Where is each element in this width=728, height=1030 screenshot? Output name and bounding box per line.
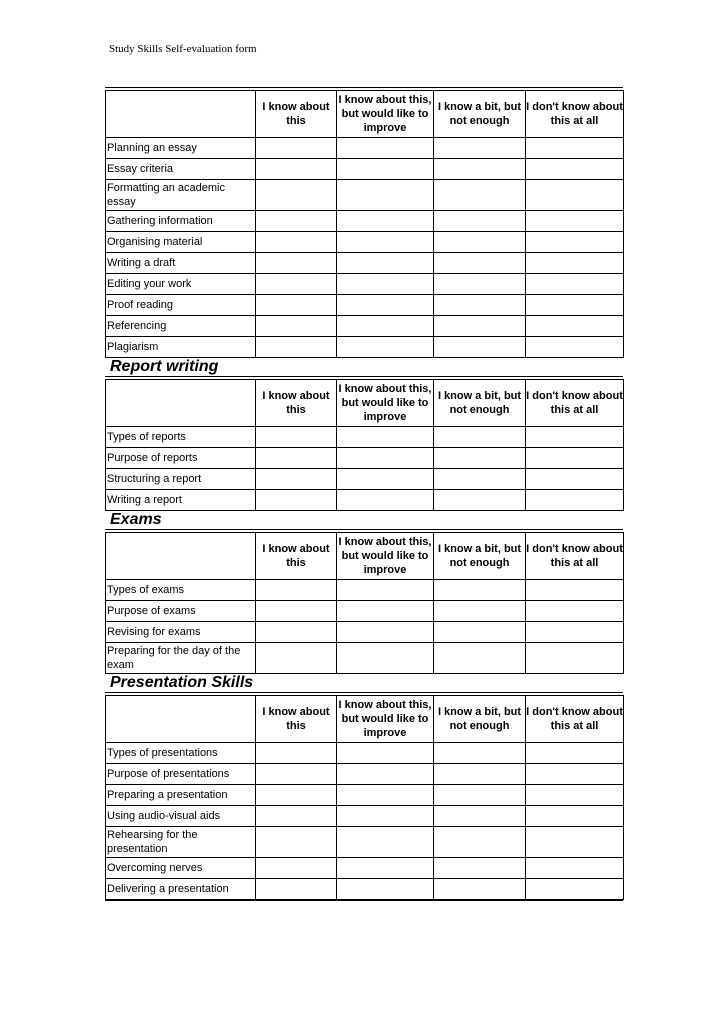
rating-cell[interactable] xyxy=(337,180,434,211)
column-header: I know a bit, but not enough xyxy=(434,91,526,138)
section-2 xyxy=(105,511,623,674)
rating-cell[interactable] xyxy=(526,622,624,643)
rating-cell[interactable] xyxy=(526,295,624,316)
rating-cell[interactable] xyxy=(256,253,337,274)
table-row xyxy=(106,295,624,316)
skill-label: Formatting an academic essay xyxy=(106,180,256,211)
table-row xyxy=(106,827,624,858)
rating-cell[interactable] xyxy=(256,469,337,490)
table-row xyxy=(106,211,624,232)
column-header: I know about this xyxy=(256,380,337,427)
rating-cell[interactable] xyxy=(256,274,337,295)
rating-cell[interactable] xyxy=(337,316,434,337)
skill-label: Delivering a presentation xyxy=(106,879,256,900)
rating-cell[interactable] xyxy=(256,316,337,337)
rating-cell[interactable] xyxy=(337,232,434,253)
table-row xyxy=(106,785,624,806)
rating-cell[interactable] xyxy=(434,764,526,785)
table-row xyxy=(106,274,624,295)
rating-cell[interactable] xyxy=(337,337,434,358)
rating-table xyxy=(105,90,624,358)
table-row xyxy=(106,232,624,253)
rating-cell[interactable] xyxy=(526,337,624,358)
section-1 xyxy=(105,358,623,511)
rating-cell[interactable] xyxy=(337,138,434,159)
rating-cell[interactable] xyxy=(337,490,434,511)
table-row xyxy=(106,159,624,180)
skill-label: Purpose of exams xyxy=(106,601,256,622)
rating-cell[interactable] xyxy=(526,211,624,232)
skill-label: Revising for exams xyxy=(106,622,256,643)
rating-cell[interactable] xyxy=(434,316,526,337)
rating-cell[interactable] xyxy=(337,580,434,601)
rating-cell[interactable] xyxy=(526,879,624,900)
rating-cell[interactable] xyxy=(256,785,337,806)
rating-cell[interactable] xyxy=(434,159,526,180)
rating-cell[interactable] xyxy=(256,427,337,448)
skill-label: Writing a report xyxy=(106,490,256,511)
rating-cell[interactable] xyxy=(526,448,624,469)
rating-cell[interactable] xyxy=(337,743,434,764)
skill-label: Planning an essay xyxy=(106,138,256,159)
rating-cell[interactable] xyxy=(526,785,624,806)
rating-cell[interactable] xyxy=(434,580,526,601)
rating-cell[interactable] xyxy=(337,622,434,643)
rating-cell[interactable] xyxy=(434,785,526,806)
rating-cell[interactable] xyxy=(337,211,434,232)
rating-cell[interactable] xyxy=(256,211,337,232)
section-heading: Report writing xyxy=(110,358,219,375)
rating-cell[interactable] xyxy=(434,743,526,764)
column-header: I don't know about this at all xyxy=(526,533,624,580)
skill-label: Structuring a report xyxy=(106,469,256,490)
rating-cell[interactable] xyxy=(256,764,337,785)
table-row xyxy=(106,253,624,274)
column-header: I know a bit, but not enough xyxy=(434,533,526,580)
rating-cell[interactable] xyxy=(434,601,526,622)
rating-cell[interactable] xyxy=(337,827,434,858)
rating-cell[interactable] xyxy=(256,337,337,358)
table-row xyxy=(106,743,624,764)
rating-table xyxy=(105,695,624,900)
rating-cell[interactable] xyxy=(434,858,526,879)
rating-cell[interactable] xyxy=(434,643,526,674)
table-row xyxy=(106,580,624,601)
blank-header-cell xyxy=(106,91,256,138)
rating-cell[interactable] xyxy=(434,180,526,211)
rating-cell[interactable] xyxy=(256,643,337,674)
rating-cell[interactable] xyxy=(337,858,434,879)
column-header: I know about this, but would like to improve xyxy=(337,533,434,580)
rating-cell[interactable] xyxy=(337,274,434,295)
rating-cell[interactable] xyxy=(526,180,624,211)
rating-cell[interactable] xyxy=(337,643,434,674)
rating-cell[interactable] xyxy=(434,337,526,358)
rating-cell[interactable] xyxy=(337,253,434,274)
rating-cell[interactable] xyxy=(434,448,526,469)
section-0 xyxy=(105,87,623,358)
rating-cell[interactable] xyxy=(526,469,624,490)
skill-label: Essay criteria xyxy=(106,159,256,180)
skill-label: Proof reading xyxy=(106,295,256,316)
rating-cell[interactable] xyxy=(434,295,526,316)
rating-cell[interactable] xyxy=(337,806,434,827)
rating-cell[interactable] xyxy=(256,448,337,469)
rating-cell[interactable] xyxy=(526,138,624,159)
rating-table xyxy=(105,379,624,511)
rating-cell[interactable] xyxy=(526,427,624,448)
table-row xyxy=(106,469,624,490)
rating-cell[interactable] xyxy=(337,469,434,490)
rating-cell[interactable] xyxy=(434,253,526,274)
rating-cell[interactable] xyxy=(526,806,624,827)
skill-label: Rehearsing for the presentation xyxy=(106,827,256,858)
rating-cell[interactable] xyxy=(526,316,624,337)
section-3 xyxy=(105,674,623,903)
column-header: I don't know about this at all xyxy=(526,380,624,427)
rating-cell[interactable] xyxy=(526,743,624,764)
rating-cell[interactable] xyxy=(337,879,434,900)
rating-cell[interactable] xyxy=(256,601,337,622)
rating-cell[interactable] xyxy=(526,253,624,274)
rating-cell[interactable] xyxy=(256,232,337,253)
table-row xyxy=(106,490,624,511)
skill-label: Using audio-visual aids xyxy=(106,806,256,827)
rating-cell[interactable] xyxy=(434,622,526,643)
rating-cell[interactable] xyxy=(337,785,434,806)
rating-cell[interactable] xyxy=(434,274,526,295)
table-row xyxy=(106,622,624,643)
column-header: I know about this xyxy=(256,696,337,743)
rating-cell[interactable] xyxy=(434,232,526,253)
column-header: I know about this, but would like to improve xyxy=(337,696,434,743)
rating-cell[interactable] xyxy=(256,827,337,858)
table-row xyxy=(106,138,624,159)
skill-label: Preparing for the day of the exam xyxy=(106,643,256,674)
rating-cell[interactable] xyxy=(526,827,624,858)
table-row xyxy=(106,180,624,211)
rating-cell[interactable] xyxy=(526,858,624,879)
rating-cell[interactable] xyxy=(434,427,526,448)
rating-cell[interactable] xyxy=(256,138,337,159)
rating-cell[interactable] xyxy=(526,159,624,180)
rating-cell[interactable] xyxy=(256,490,337,511)
rating-cell[interactable] xyxy=(434,138,526,159)
column-header: I don't know about this at all xyxy=(526,91,624,138)
skill-label: Types of reports xyxy=(106,427,256,448)
rating-cell[interactable] xyxy=(256,295,337,316)
blank-header-cell xyxy=(106,533,256,580)
rating-cell[interactable] xyxy=(256,806,337,827)
rating-cell[interactable] xyxy=(526,580,624,601)
rating-cell[interactable] xyxy=(526,643,624,674)
rating-cell[interactable] xyxy=(434,879,526,900)
rating-cell[interactable] xyxy=(526,274,624,295)
rating-cell[interactable] xyxy=(256,879,337,900)
table-row xyxy=(106,316,624,337)
table-row xyxy=(106,448,624,469)
skill-label: Referencing xyxy=(106,316,256,337)
rating-cell[interactable] xyxy=(526,232,624,253)
column-header: I don't know about this at all xyxy=(526,696,624,743)
rating-cell[interactable] xyxy=(337,601,434,622)
skill-label: Types of exams xyxy=(106,580,256,601)
rating-cell[interactable] xyxy=(526,601,624,622)
rating-cell[interactable] xyxy=(337,448,434,469)
column-header: I know about this xyxy=(256,533,337,580)
skill-label: Purpose of presentations xyxy=(106,764,256,785)
rating-cell[interactable] xyxy=(337,764,434,785)
table-row xyxy=(106,427,624,448)
table-row xyxy=(106,806,624,827)
rating-cell[interactable] xyxy=(526,490,624,511)
rating-cell[interactable] xyxy=(434,490,526,511)
table-row xyxy=(106,601,624,622)
skill-label: Editing your work xyxy=(106,274,256,295)
column-header: I know about this, but would like to improve xyxy=(337,91,434,138)
rating-cell[interactable] xyxy=(256,743,337,764)
rating-cell[interactable] xyxy=(434,211,526,232)
rating-cell[interactable] xyxy=(526,764,624,785)
table-row xyxy=(106,337,624,358)
skill-label: Preparing a presentation xyxy=(106,785,256,806)
table-row xyxy=(106,879,624,900)
skill-label: Gathering information xyxy=(106,211,256,232)
section-heading: Presentation Skills xyxy=(110,674,254,691)
rating-cell[interactable] xyxy=(256,180,337,211)
column-header: I know about this xyxy=(256,91,337,138)
rating-cell[interactable] xyxy=(337,295,434,316)
table-row xyxy=(106,643,624,674)
column-header: I know a bit, but not enough xyxy=(434,380,526,427)
blank-header-cell xyxy=(106,696,256,743)
rating-cell[interactable] xyxy=(256,858,337,879)
rating-cell[interactable] xyxy=(434,827,526,858)
rating-cell[interactable] xyxy=(256,580,337,601)
skill-label: Plagiarism xyxy=(106,337,256,358)
blank-header-cell xyxy=(106,380,256,427)
self-evaluation-form xyxy=(105,87,623,903)
bottom-rule xyxy=(105,900,623,903)
section-heading: Exams xyxy=(110,511,162,528)
skill-label: Overcoming nerves xyxy=(106,858,256,879)
table-row xyxy=(106,764,624,785)
rating-cell[interactable] xyxy=(337,159,434,180)
skill-label: Organising material xyxy=(106,232,256,253)
rating-cell[interactable] xyxy=(256,159,337,180)
rating-cell[interactable] xyxy=(434,806,526,827)
skill-label: Writing a draft xyxy=(106,253,256,274)
skill-label: Purpose of reports xyxy=(106,448,256,469)
table-row xyxy=(106,858,624,879)
rating-cell[interactable] xyxy=(434,469,526,490)
column-header: I know a bit, but not enough xyxy=(434,696,526,743)
rating-table xyxy=(105,532,624,674)
rating-cell[interactable] xyxy=(256,622,337,643)
column-header: I know about this, but would like to improve xyxy=(337,380,434,427)
skill-label: Types of presentations xyxy=(106,743,256,764)
rating-cell[interactable] xyxy=(337,427,434,448)
page-header: Study Skills Self-evaluation form xyxy=(109,43,257,55)
